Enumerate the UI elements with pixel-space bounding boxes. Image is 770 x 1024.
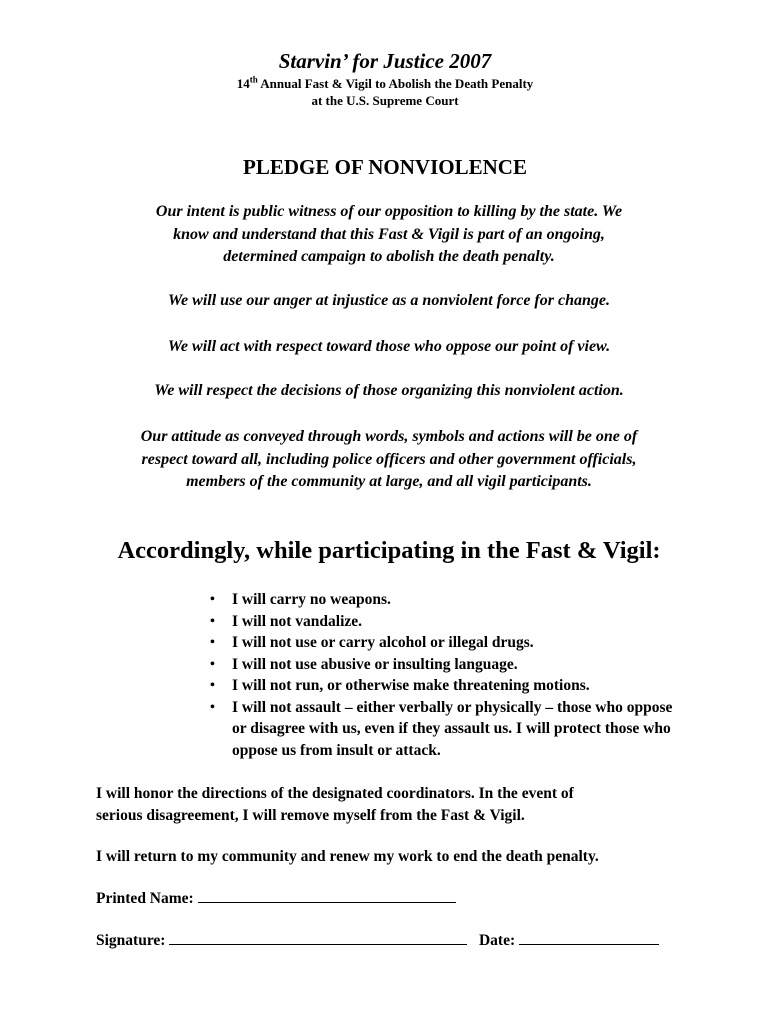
bullet-icon: • [210, 635, 215, 650]
honor-line: serious disagreement, I will remove myself from the Fast & Vigil. [96, 807, 525, 824]
respect-opponents-paragraph: We will act with respect toward those who oppose our point of view. [167, 338, 611, 355]
attitude-line: respect toward all, including police officers and other government officials, [141, 450, 637, 468]
date-label: Date: [478, 932, 516, 949]
list-item [210, 589, 690, 611]
list-item [210, 697, 682, 762]
list-item [210, 632, 690, 654]
bullet-icon: • [210, 592, 215, 607]
document-title: Starvin’ for Justice 2007 [278, 49, 492, 73]
intent-line: Our intent is public witness of our opposition to killing by the state. We [155, 203, 623, 220]
pledge-heading: PLEDGE OF NONVIOLENCE [243, 155, 527, 179]
subtitle-line-2: at the U.S. Supreme Court [311, 93, 459, 108]
intent-line: determined campaign to abolish the death penalty. [223, 248, 555, 265]
commitment-text: I will not vandalize. [232, 612, 363, 630]
return-paragraph: I will return to my community and renew my work to end the death penalty. [96, 848, 599, 865]
subtitle-ordinal: th [249, 74, 258, 85]
date-field[interactable] [519, 930, 659, 945]
subtitle-number: 14 [236, 76, 250, 91]
honor-line: I will honor the directions of the designated coordinators. In the event of [96, 785, 574, 802]
signature-field[interactable] [169, 930, 467, 945]
signature-label: Signature: [96, 932, 166, 949]
intent-paragraph [90, 201, 688, 269]
subtitle-text: Annual Fast & Vigil to Abolish the Death Penalty [257, 76, 534, 91]
honor-paragraph [96, 783, 696, 827]
list-item [210, 611, 690, 633]
intent-line: know and understand that this Fast & Vigil is part of an ongoing, [173, 225, 605, 243]
commitments-list [210, 589, 690, 761]
signature-row [96, 930, 659, 952]
attitude-line: Our attitude as conveyed through words, symbols and actions will be one of [140, 428, 638, 445]
commitment-text: I will not assault – either verbally or physically – those who oppose or disagree with us, even if they assault us. I will protect those who oppose us from insult or attack. [232, 698, 673, 759]
subtitle-line-1 [0, 75, 770, 92]
respect-organizers-paragraph: We will respect the decisions of those organizing this nonviolent action. [154, 382, 624, 399]
printed-name-row [96, 888, 456, 910]
document-subtitle [0, 75, 770, 109]
commitment-text: I will not run, or otherwise make threatening motions. [232, 677, 590, 694]
anger-paragraph: We will use our anger at injustice as a nonviolent force for change. [168, 292, 610, 309]
list-item [210, 675, 690, 697]
list-item [210, 654, 690, 676]
commitment-text: I will not use or carry alcohol or illegal drugs. [232, 634, 534, 651]
commitment-text: I will carry no weapons. [232, 591, 391, 608]
accordingly-heading: Accordingly, while participating in the Fast & Vigil: [117, 537, 661, 564]
printed-name-label: Printed Name: [96, 890, 194, 907]
bullet-icon: • [210, 678, 215, 693]
commitment-text: I will not use abusive or insulting language. [232, 655, 518, 673]
bullet-icon: • [210, 656, 215, 672]
bullet-icon: • [210, 613, 215, 629]
bullet-icon: • [210, 699, 215, 715]
attitude-paragraph [60, 426, 718, 494]
printed-name-field[interactable] [198, 888, 456, 903]
attitude-line: members of the community at large, and all vigil participants. [186, 473, 592, 490]
